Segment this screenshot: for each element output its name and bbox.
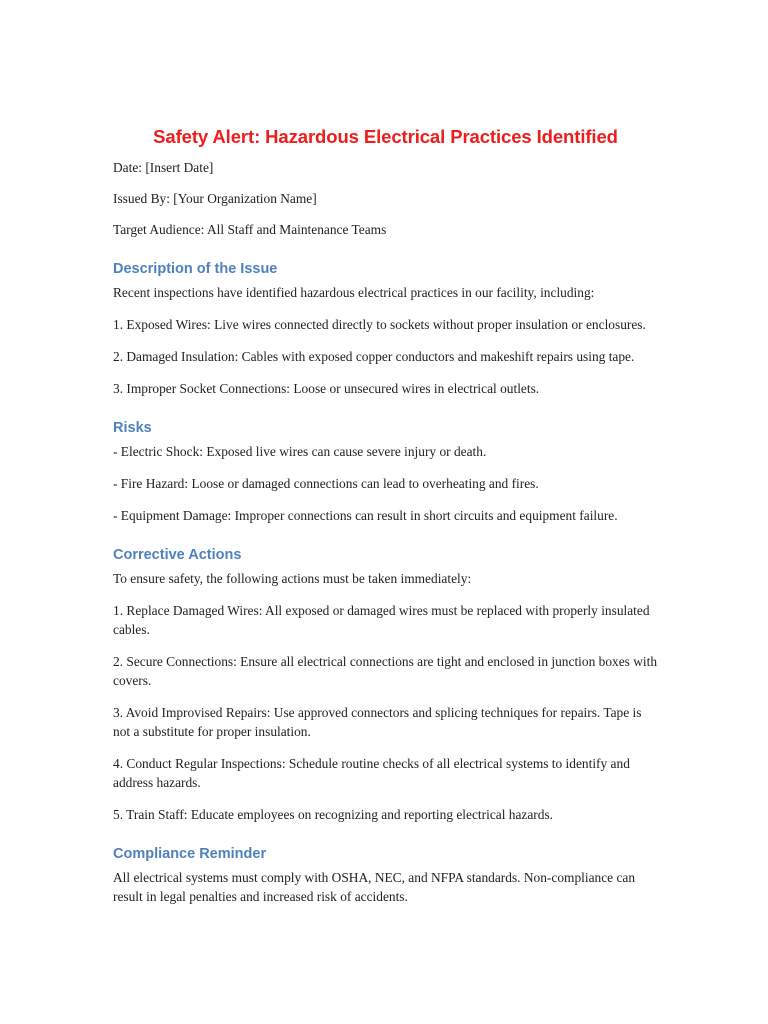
- list-item: 5. Train Staff: Educate employees on recognizing and reporting electrical hazards.: [113, 807, 554, 822]
- section-risks: [113, 418, 658, 525]
- paragraph: Recent inspections have identified hazardous electrical practices in our facility, including:: [113, 285, 595, 300]
- document-body: [113, 124, 658, 919]
- list-item: 2. Secure Connections: Ensure all electrical connections are tight and enclosed in junction boxes with covers.: [113, 654, 658, 688]
- section-corrective-actions: [113, 545, 658, 824]
- list-item: - Fire Hazard: Loose or damaged connections can lead to overheating and fires.: [113, 476, 539, 491]
- list-item: 1. Exposed Wires: Live wires connected directly to sockets without proper insulation or enclosures.: [113, 317, 646, 332]
- list-item: 4. Conduct Regular Inspections: Schedule routine checks of all electrical systems to identify and address hazards.: [113, 756, 630, 790]
- list-item: 2. Damaged Insulation: Cables with exposed copper conductors and makeshift repairs using tape.: [113, 349, 635, 364]
- list-item: 1. Replace Damaged Wires: All exposed or damaged wires must be replaced with properly insulated cables.: [113, 603, 650, 637]
- list-item: - Equipment Damage: Improper connections can result in short circuits and equipment failure.: [113, 508, 618, 523]
- date-line: Date: [Insert Date]: [113, 160, 214, 175]
- section-heading: Corrective Actions: [113, 547, 242, 563]
- list-item: 3. Improper Socket Connections: Loose or unsecured wires in electrical outlets.: [113, 381, 540, 396]
- section-compliance-reminder: [113, 844, 658, 906]
- section-heading: Description of the Issue: [113, 261, 278, 277]
- section-description: [113, 259, 658, 398]
- paragraph: All electrical systems must comply with OSHA, NEC, and NFPA standards. Non-compliance can result in legal penalties and increased risk of accidents.: [113, 870, 636, 904]
- document-title: Safety Alert: Hazardous Electrical Practices Identified: [153, 126, 618, 147]
- section-heading: Risks: [113, 420, 152, 436]
- issued-by-line: Issued By: [Your Organization Name]: [113, 191, 317, 206]
- paragraph: To ensure safety, the following actions must be taken immediately:: [113, 571, 472, 586]
- document-meta: [113, 158, 658, 239]
- list-item: - Electric Shock: Exposed live wires can cause severe injury or death.: [113, 444, 487, 459]
- list-item: 3. Avoid Improvised Repairs: Use approved connectors and splicing techniques for repairs. Tape is not a substitute for proper insulation.: [113, 705, 642, 739]
- target-audience-line: Target Audience: All Staff and Maintenance Teams: [113, 222, 387, 237]
- section-heading: Compliance Reminder: [113, 846, 267, 862]
